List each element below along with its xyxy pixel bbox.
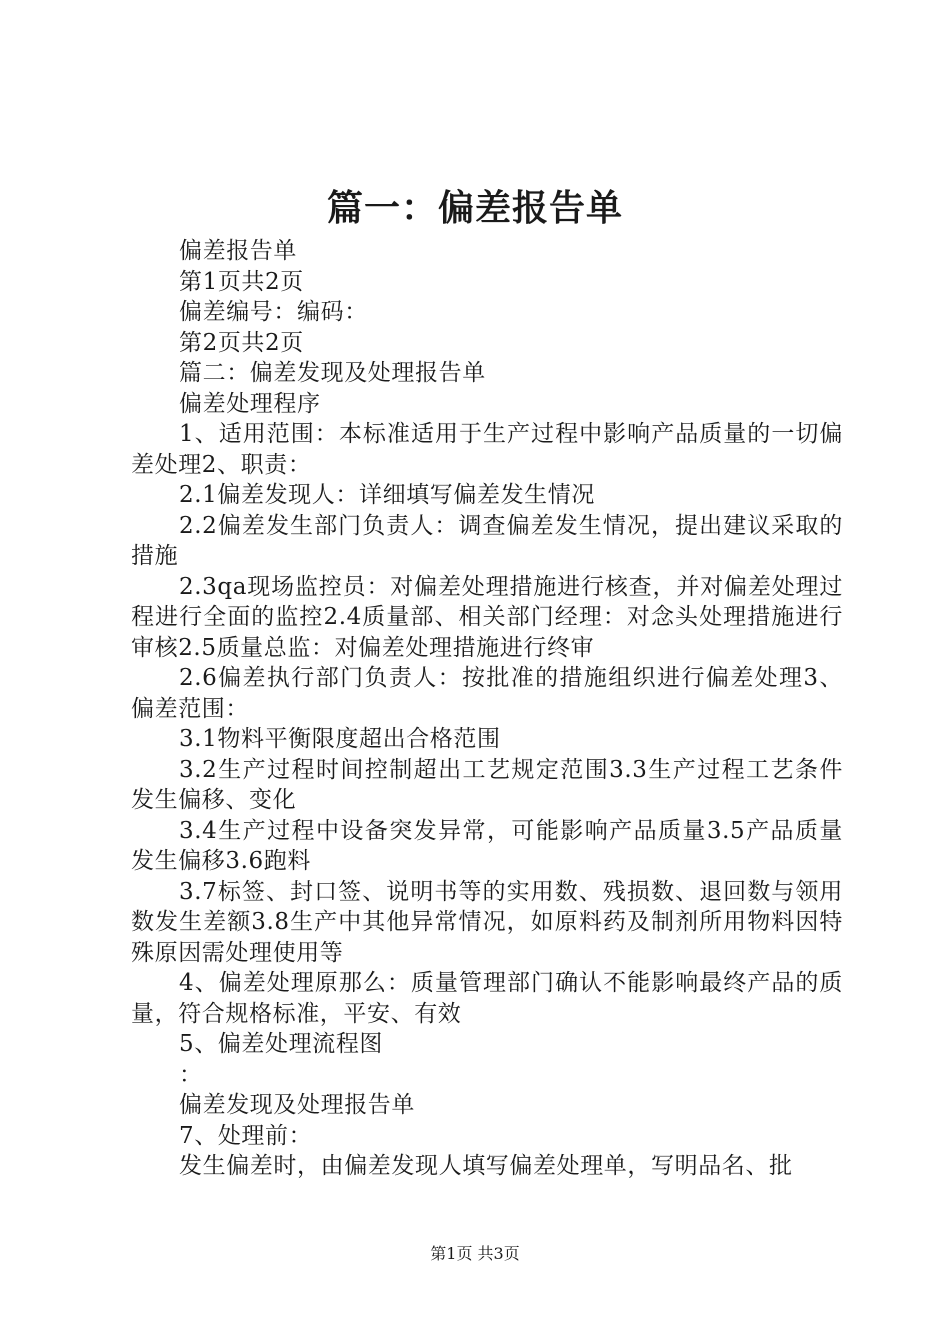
paragraph: 偏差发现及处理报告单	[179, 1092, 415, 1118]
paragraph: 2.2偏差发生部门负责人：调查偏差发生情况，提出建议采取的措施	[131, 512, 843, 569]
paragraph: 3.4生产过程中设备突发异常，可能影响产品质量3.5产品质量发生偏移3.6跑料	[131, 817, 843, 874]
paragraph: 2.6偏差执行部门负责人：按批准的措施组织进行偏差处理3、偏差范围：	[131, 665, 843, 722]
paragraph: 5、偏差处理流程图	[179, 1031, 384, 1057]
paragraph: 7、处理前：	[179, 1122, 313, 1149]
paragraph: 偏差报告单	[179, 238, 297, 264]
paragraph: 2.1偏差发现人：详细填写偏差发生情况	[179, 482, 595, 508]
paragraph: 4、偏差处理原那么：质量管理部门确认不能影响最终产品的质量，符合规格标准，平安、有效	[131, 970, 843, 1027]
page-footer: 第1页 共3页	[430, 1244, 520, 1263]
paragraph: 第2页共2页	[179, 329, 304, 356]
paragraph: 发生偏差时，由偏差发现人填写偏差处理单，写明品名、批	[179, 1153, 793, 1179]
document-body	[131, 236, 843, 1182]
paragraph: 3.2生产过程时间控制超出工艺规定范围3.3生产过程工艺条件发生偏移、变化	[131, 756, 843, 813]
paragraph: 第1页共2页	[179, 268, 304, 295]
paragraph: 偏差编号：编码：	[179, 299, 368, 325]
paragraph: 偏差处理程序	[179, 390, 321, 417]
paragraph: 2.3qa现场监控员：对偏差处理措施进行核查，并对偏差处理过程进行全面的监控2.4质量部、相关部门经理：对念头处理措施进行审核2.5质量总监：对偏差处理措施进行终审	[131, 573, 843, 661]
paragraph: ：	[179, 1061, 203, 1088]
paragraph: 篇二：偏差发现及处理报告单	[179, 360, 486, 386]
paragraph: 3.1物料平衡限度超出合格范围	[179, 726, 501, 752]
page-title: 篇一：偏差报告单	[326, 187, 623, 229]
paragraph: 3.7标签、封口签、说明书等的实用数、残损数、退回数与领用数发生差额3.8生产中其他异常情况，如原料药及制剂所用物料因特殊原因需处理使用等	[131, 878, 843, 966]
paragraph: 1、适用范围：本标准适用于生产过程中影响产品质量的一切偏差处理2、职责：	[131, 421, 843, 478]
